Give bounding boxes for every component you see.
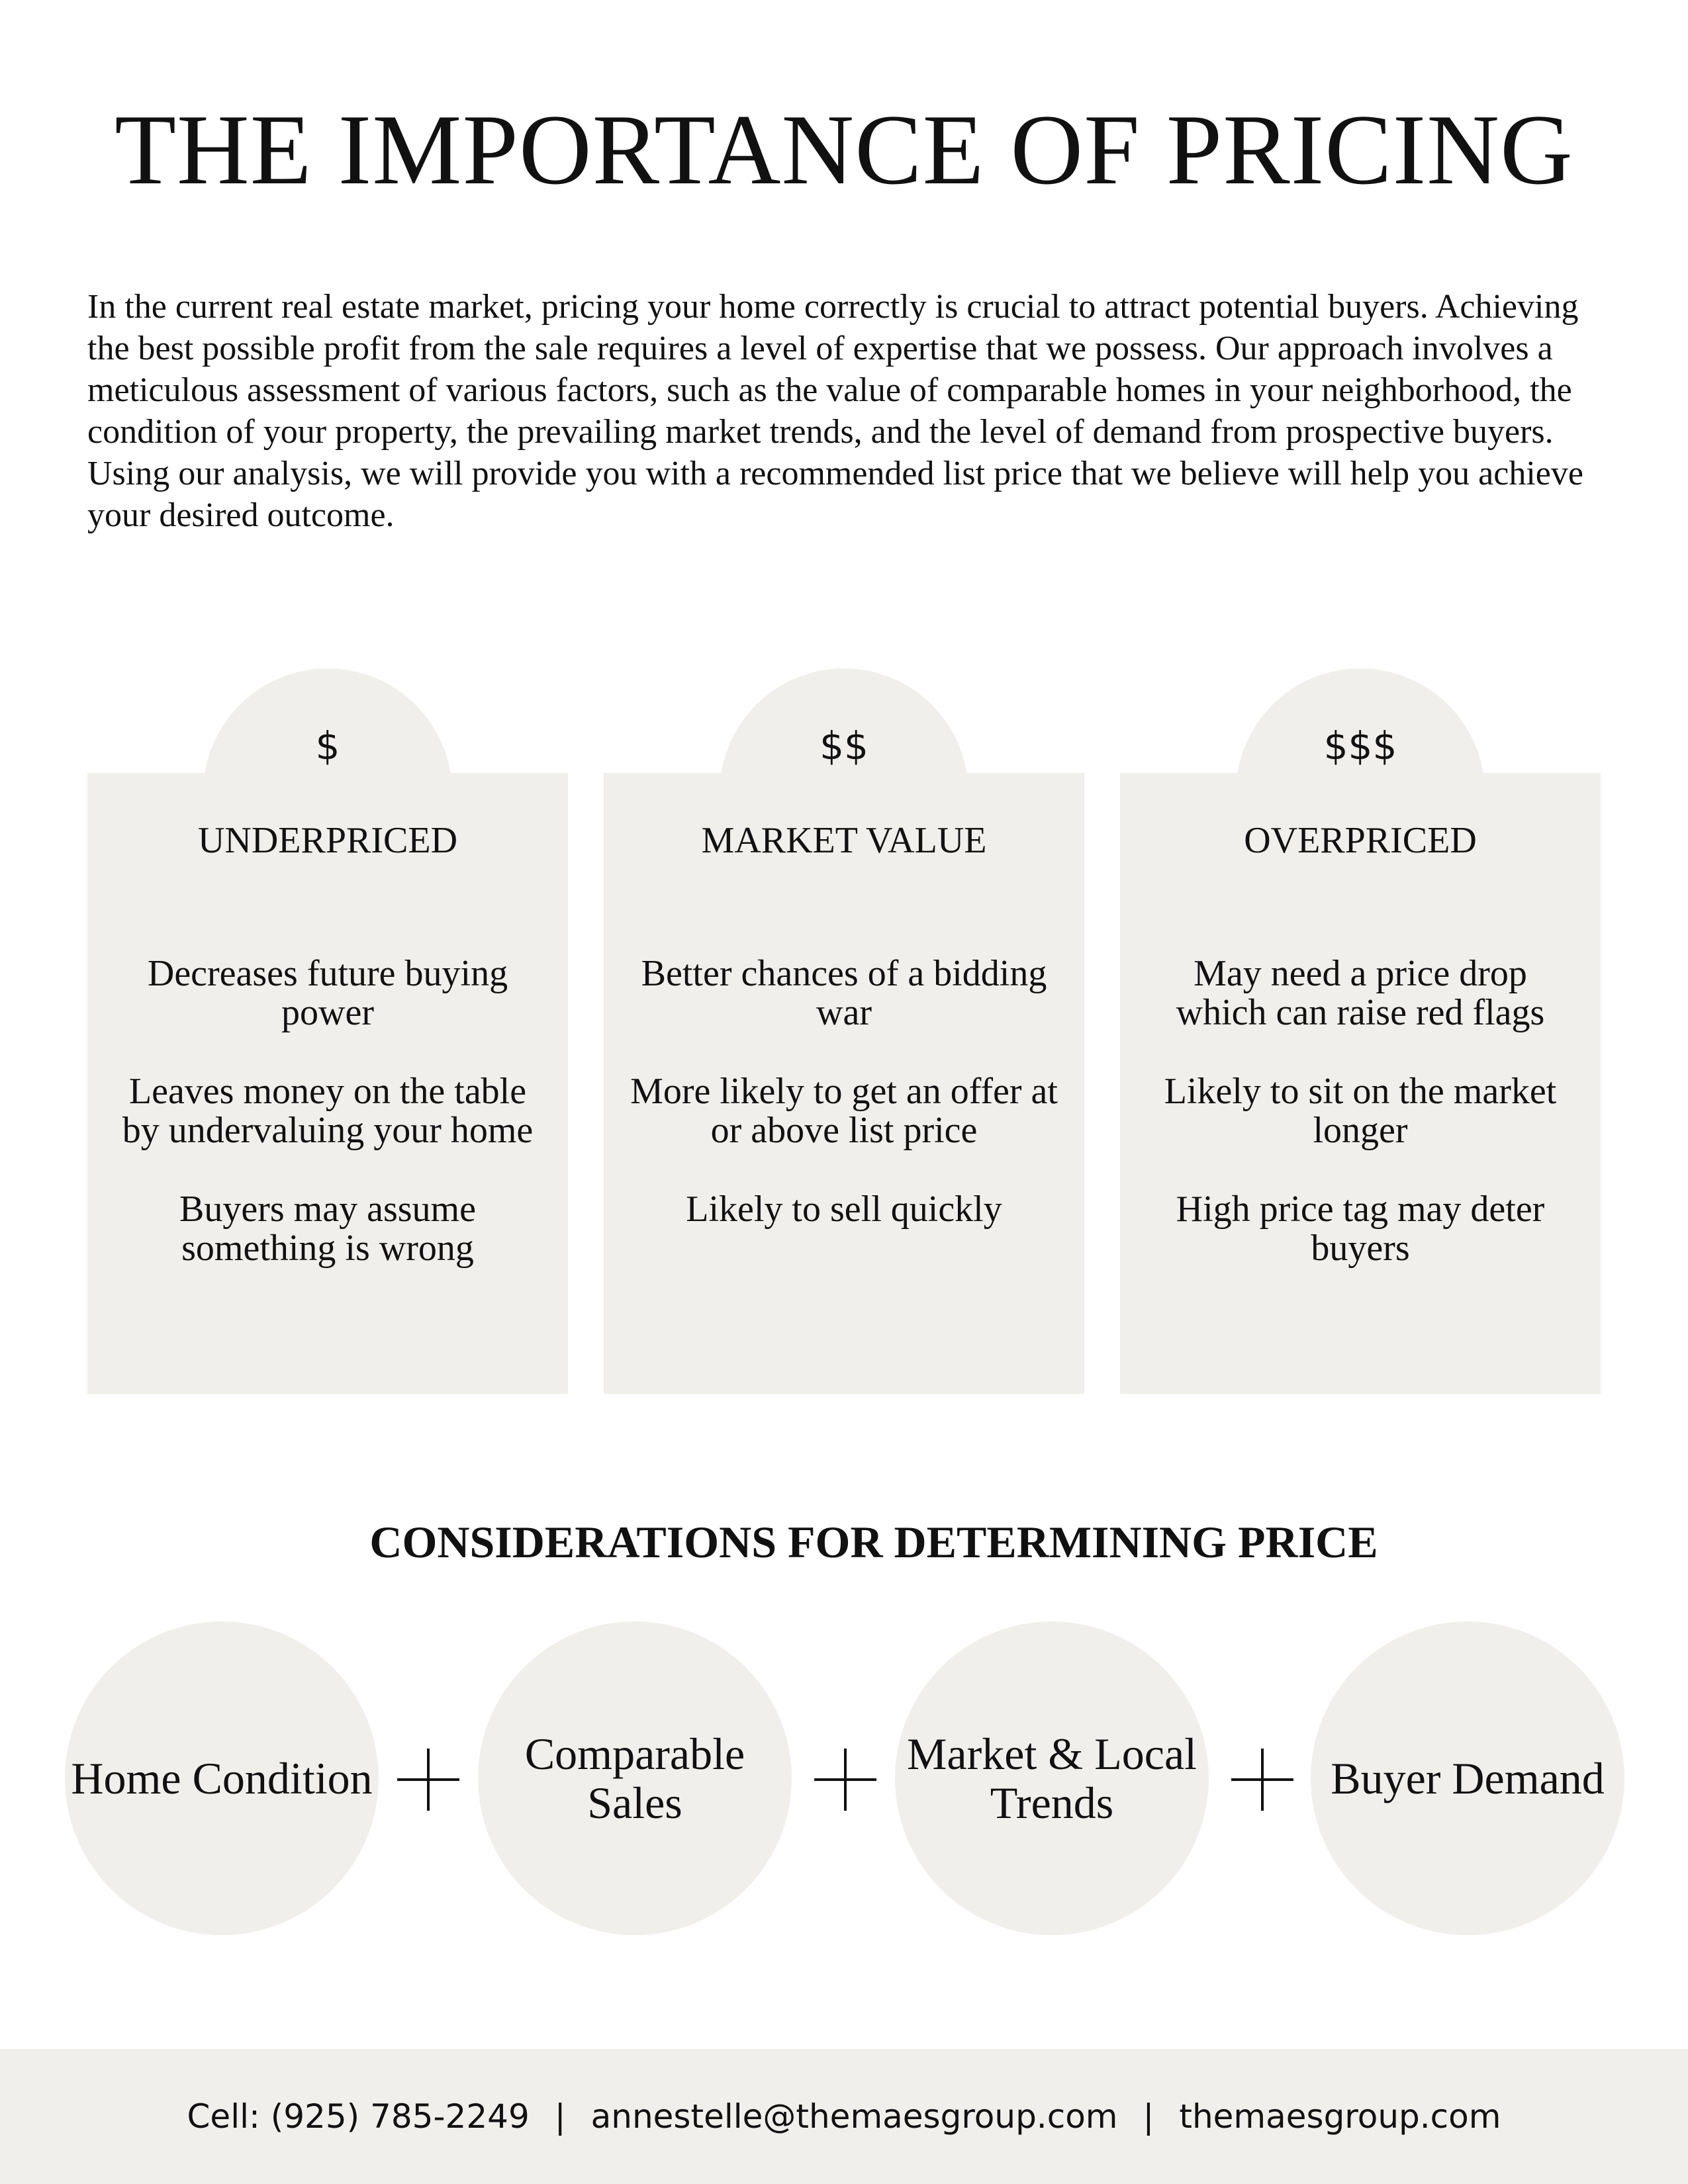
consideration-label: Home Condition: [71, 1753, 373, 1803]
card-point: Buyers may assume something is wrong: [179, 1189, 476, 1269]
footer-email[interactable]: annestelle@themaesgroup.com: [590, 2097, 1118, 2136]
consideration-market-trends: [895, 1621, 1209, 1935]
page-title: THE IMPORTANCE OF PRICING: [115, 94, 1573, 205]
plus-icon: [809, 1743, 882, 1816]
considerations-heading: CONSIDERATIONS FOR DETERMINING PRICE: [369, 1517, 1378, 1567]
intro-paragraph: In the current real estate market, pricing your home correctly is crucial to attract potential buyers. Achieving the best possible profit from the sale requires a level of expertise that we possess. Our approach involves a meticulous assessment of various factors, such as the value of comparable homes in your neighborhood, the condition of your property, the prevailing market trends, and the level of demand from prospective buyers. Using our analysis, we will provide you with a recommended list price that we believe will help you achieve your desired outcome.: [87, 288, 1583, 534]
card-label: OVERPRICED: [1244, 820, 1477, 861]
consideration-label: Market & Local Trends: [906, 1729, 1197, 1828]
contact-footer: [0, 2049, 1688, 2184]
card-point: Likely to sit on the market longer: [1164, 1071, 1557, 1151]
card-point: Likely to sell quickly: [686, 1189, 1002, 1230]
consideration-label: Comparable Sales: [524, 1729, 745, 1828]
card-point: More likely to get an offer at or above list price: [630, 1071, 1058, 1151]
plus-icon: [392, 1743, 465, 1816]
pricing-card-overpriced: [1120, 668, 1601, 1394]
dollar-symbol: $$: [820, 723, 868, 768]
card-points: [114, 954, 541, 1308]
card-points: [630, 954, 1058, 1269]
plus-icon: [1226, 1743, 1299, 1816]
pricing-card-underpriced: [87, 668, 568, 1394]
pricing-card-market-value: [604, 668, 1084, 1394]
card-points: [1147, 954, 1574, 1308]
card-point: High price tag may deter buyers: [1176, 1189, 1545, 1269]
footer-separator: |: [554, 2097, 566, 2136]
consideration-comparable-sales: [478, 1621, 792, 1935]
consideration-home-condition: [65, 1621, 379, 1935]
consideration-label: Buyer Demand: [1331, 1753, 1605, 1803]
footer-cell: Cell: (925) 785-2249: [187, 2097, 530, 2136]
dollar-symbol: $$$: [1323, 723, 1397, 768]
dollar-symbol: $: [315, 723, 340, 768]
card-point: Better chances of a bidding war: [641, 953, 1047, 1033]
footer-website[interactable]: themaesgroup.com: [1179, 2097, 1501, 2136]
card-label: MARKET VALUE: [701, 820, 987, 861]
card-point: May need a price drop which can raise red flags: [1176, 953, 1545, 1033]
card-label: UNDERPRICED: [197, 820, 458, 861]
consideration-buyer-demand: [1311, 1621, 1624, 1935]
card-point: Decreases future buying power: [147, 953, 508, 1033]
footer-separator: |: [1143, 2097, 1154, 2136]
card-point: Leaves money on the table by undervaluing your home: [122, 1071, 534, 1151]
